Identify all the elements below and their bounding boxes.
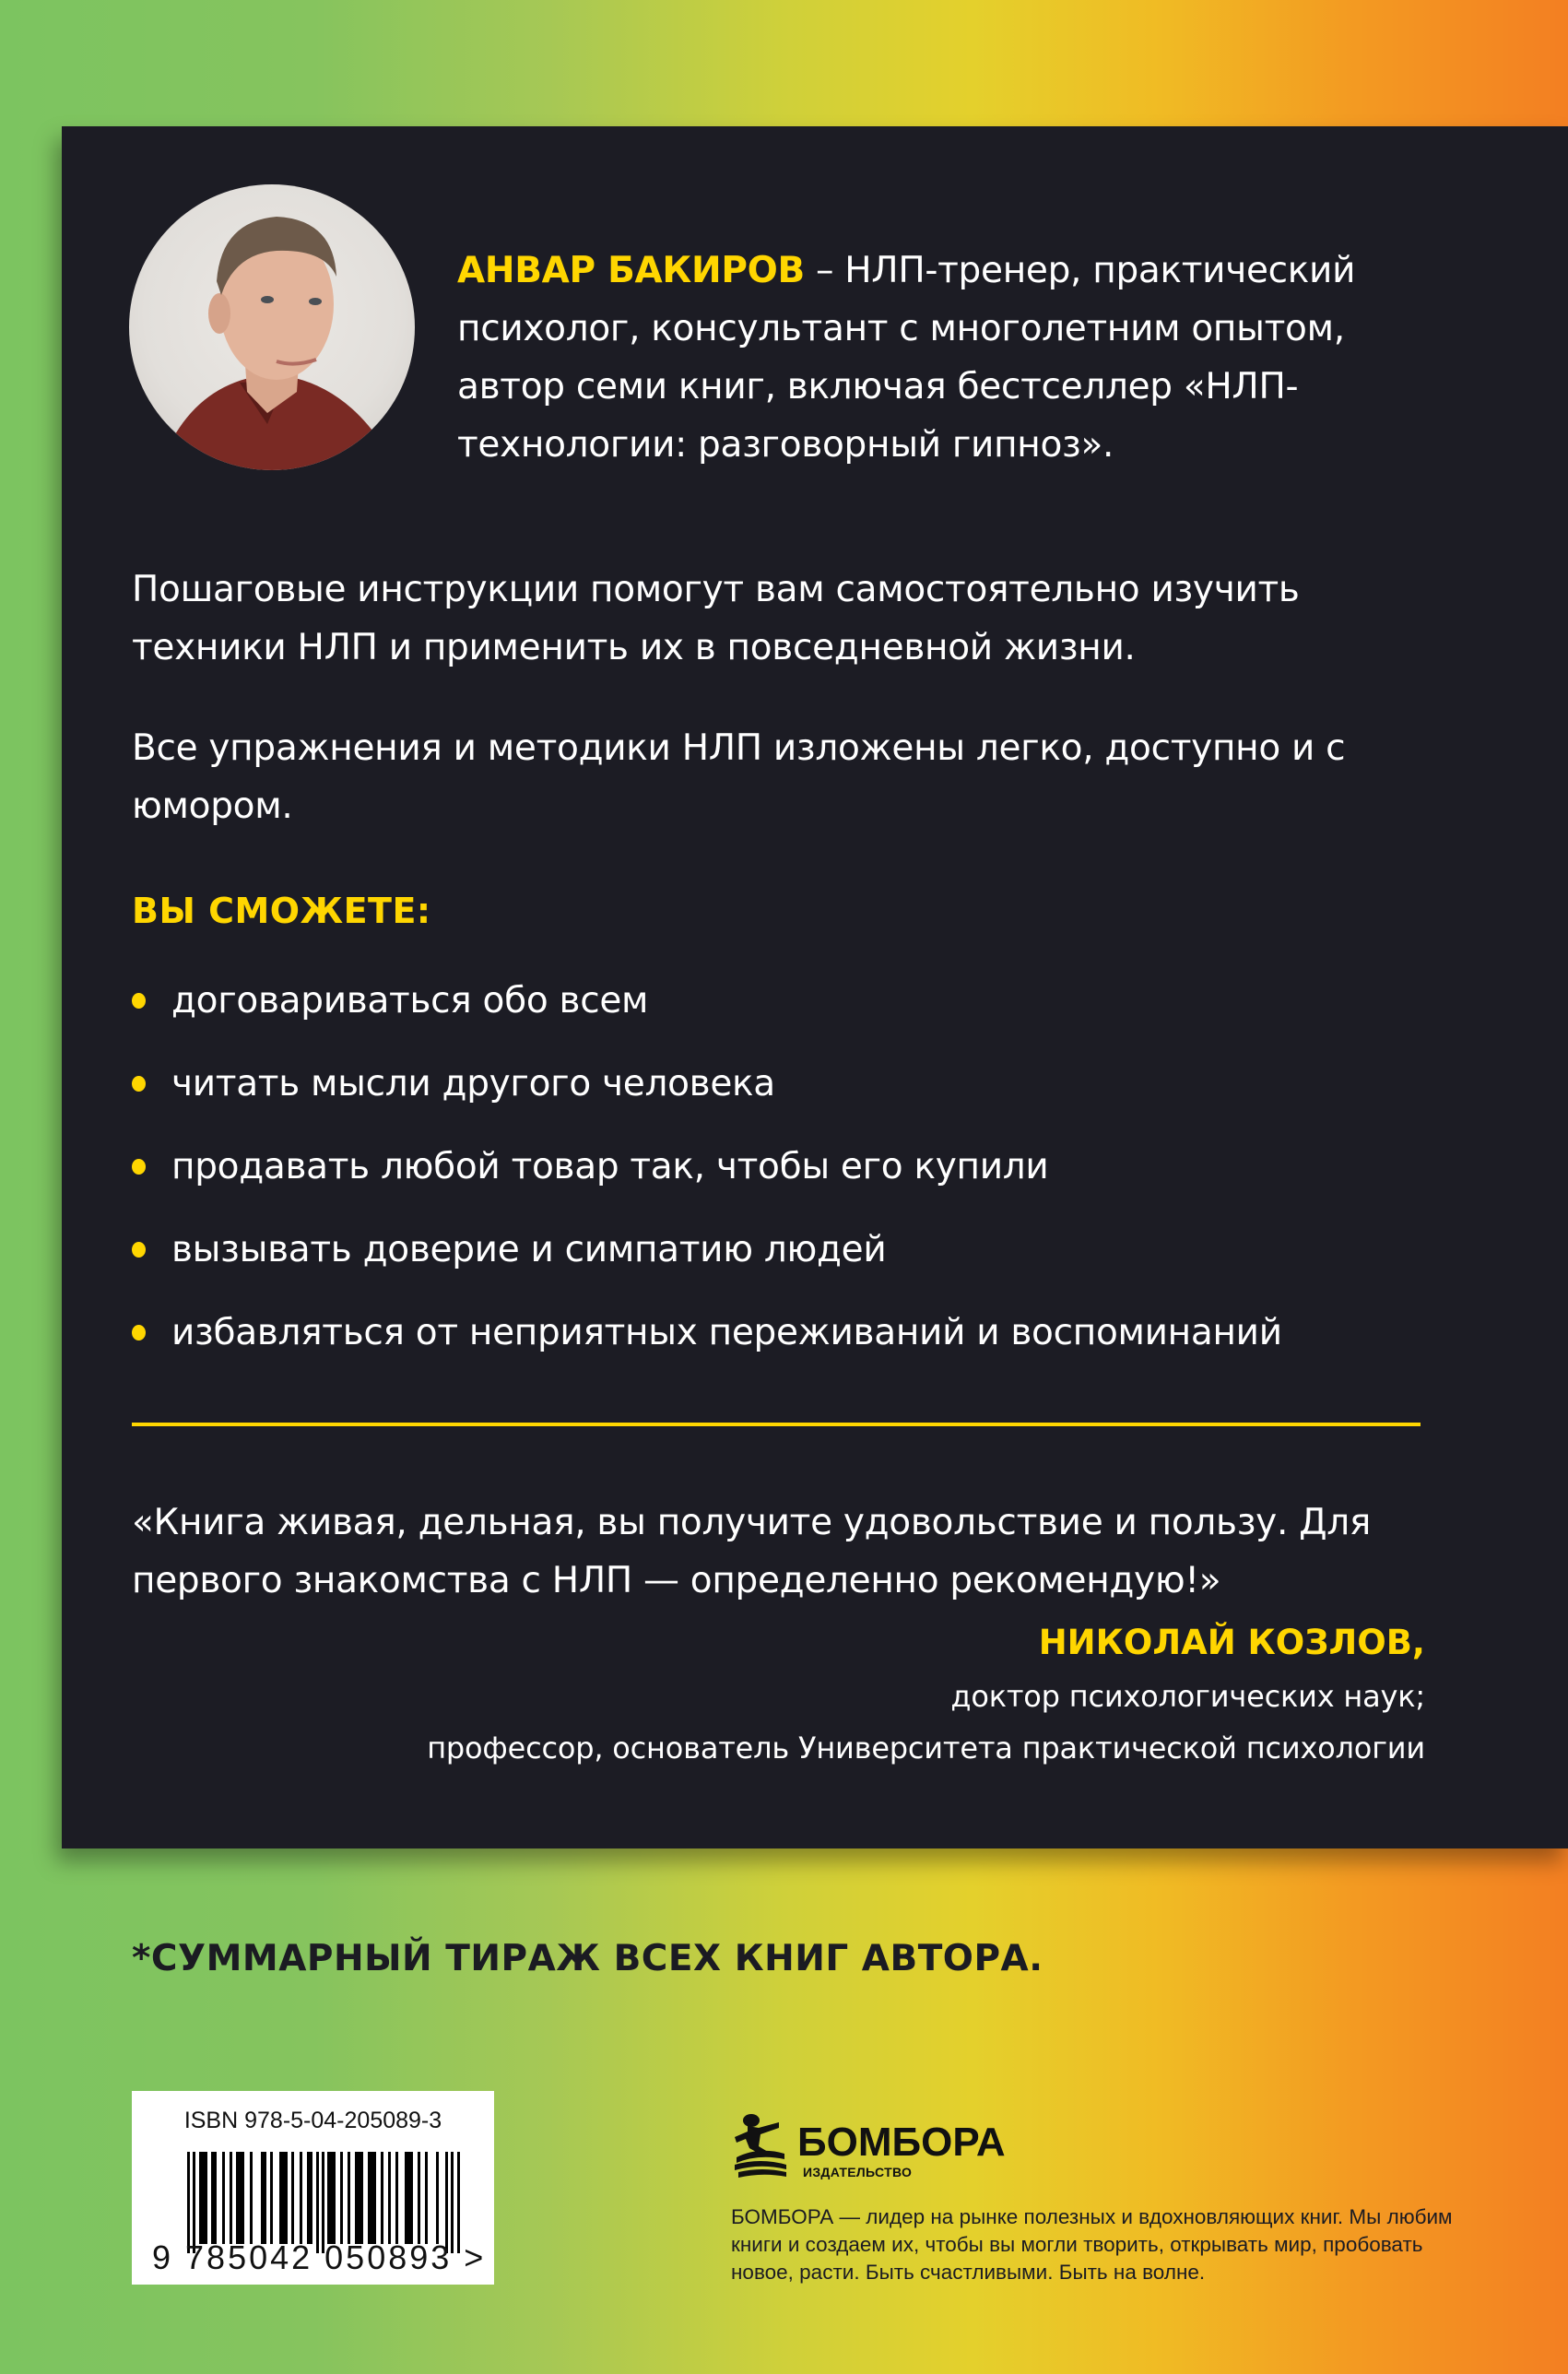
- surfer-logo-icon: [731, 2111, 788, 2180]
- divider-line: [132, 1423, 1421, 1426]
- benefit-text: вызывать доверие и симпатию людей: [171, 1228, 887, 1270]
- bullet-icon: [132, 993, 146, 1009]
- benefit-text: договариваться обо всем: [171, 979, 649, 1022]
- testimonial-author: НИКОЛАЙ КОЗЛОВ,: [1038, 1623, 1425, 1662]
- testimonial-attribution: [427, 1615, 1425, 1774]
- publisher-description: БОМБОРА — лидер на рынке полезных и вдохновляющих книг. Мы любим книги и создаем их, чтобы вы могли творить, открывать мир, пробовать новое, расти. Быть счастливыми. Быть на волне.: [731, 2205, 1453, 2284]
- testimonial-quote: «Книга живая, дельная, вы получите удовольствие и пользу. Для первого знакомства с НЛП — определенно рекомендую!»: [132, 1502, 1372, 1601]
- author-portrait-icon: [129, 184, 415, 470]
- author-name: АНВАР БАКИРОВ: [457, 250, 805, 291]
- bullet-icon: [132, 1242, 146, 1258]
- publisher-brand: БОМБОРА: [797, 2120, 1006, 2165]
- list-item: [132, 1125, 1282, 1208]
- footnote: *СУММАРНЫЙ ТИРАЖ ВСЕХ КНИГ АВТОРА.: [132, 1938, 1043, 1979]
- description-paragraph-2: Все упражнения и методики НЛП изложены легко, доступно и с юмором.: [132, 727, 1346, 827]
- isbn-barcode: [132, 2091, 494, 2285]
- bullet-icon: [132, 1076, 146, 1092]
- author-bio: [457, 242, 1434, 474]
- testimonial-role-1: доктор психологических наук;: [950, 1679, 1425, 1714]
- description-paragraph-1: Пошаговые инструкции помогут вам самостоятельно изучить техники НЛП и применить их в повседневной жизни.: [132, 569, 1300, 668]
- list-item: [132, 959, 1282, 1042]
- publisher-logo: [731, 2111, 1006, 2185]
- list-item: [132, 1291, 1282, 1374]
- bullet-icon: [132, 1325, 146, 1341]
- publisher-subtitle: ИЗДАТЕЛЬСТВО: [803, 2165, 913, 2179]
- benefits-title: ВЫ СМОЖЕТЕ:: [132, 891, 431, 931]
- author-bio-text: – НЛП-тренер, практический психолог, консультант с многолетним опытом, автор семи книг, включая бестселлер «НЛП-технологии: разговорный гипноз».: [457, 250, 1356, 466]
- benefit-text: избавляться от неприятных переживаний и воспоминаний: [171, 1311, 1282, 1353]
- benefit-text: продавать любой товар так, чтобы его купили: [171, 1145, 1049, 1187]
- testimonial-role-2: профессор, основатель Университета практической психологии: [427, 1730, 1425, 1766]
- list-item: [132, 1042, 1282, 1125]
- benefit-text: читать мысли другого человека: [171, 1062, 775, 1104]
- bullet-icon: [132, 1159, 146, 1175]
- author-photo: [129, 184, 415, 470]
- list-item: [132, 1208, 1282, 1291]
- benefits-list: [132, 959, 1282, 1374]
- isbn-number: ISBN 978-5-04-205089-3: [183, 2108, 442, 2133]
- barcode-digits: 9 785042 050893 >: [152, 2238, 487, 2276]
